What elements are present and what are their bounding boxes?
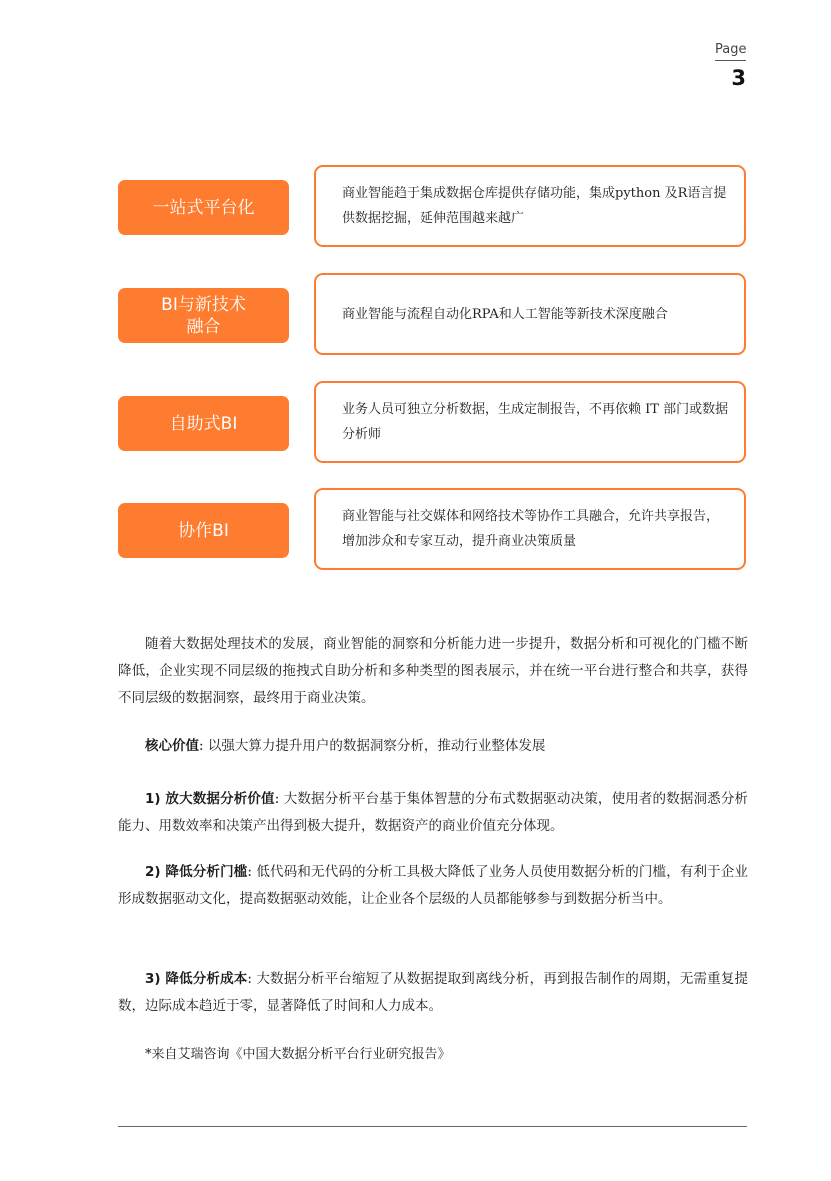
feature-tag: BI与新技术 融合 [118,288,289,343]
feature-tag: 自助式BI [118,396,289,451]
page-number: 3 [731,66,746,90]
feature-description: 商业智能与流程自动化RPA和人工智能等新技术深度融合 [314,273,746,355]
source-note: *来自艾瑞咨询《中国大数据分析平台行业研究报告》 [145,1047,451,1062]
feature-tag: 一站式平台化 [118,180,289,235]
footer-divider [118,1126,747,1127]
point-2-text: : 低代码和无代码的分析工具极大降低了业务人员使用数据分析的门槛，有利于企业形成数据驱动文化，提高数据驱动效能，让企业各个层级的人员都能够参与到数据分析当中。 [118,864,748,907]
core-value-label: 核心价值 [145,738,199,754]
feature-tag: 协作BI [118,503,289,558]
feature-description: 业务人员可独立分析数据，生成定制报告，不再依赖 IT 部门或数据分析师 [314,381,746,463]
point-2-label: 2) 降低分析门槛 [145,864,248,880]
point-3-label: 3) 降低分析成本 [145,971,248,987]
point-2-paragraph [118,859,748,913]
feature-row-collaborative [118,488,747,572]
intro-paragraph: 随着大数据处理技术的发展，商业智能的洞察和分析能力进一步提升，数据分析和可视化的门槛不断降低，企业实现不同层级的拖拽式自助分析和多种类型的图表展示，并在统一平台进行整合和共享，获得不同层级的数据洞察，最终用于商业决策。 [118,636,748,706]
feature-description: 商业智能趋于集成数据仓库提供存储功能，集成python 及R语言提供数据挖掘，延伸范围越来越广 [314,165,746,247]
feature-row-self-service [118,381,747,465]
feature-description: 商业智能与社交媒体和网络技术等协作工具融合，允许共享报告，增加涉众和专家互动，提升商业决策质量 [314,488,746,570]
page-label: Page [715,42,746,61]
point-1-label: 1) 放大数据分析价值 [145,791,275,807]
feature-row-one-stop [118,165,747,249]
core-value-paragraph [118,733,748,760]
point-3-paragraph [118,966,748,1020]
point-1-paragraph [118,786,748,840]
core-value-text: : 以强大算力提升用户的数据洞察分析，推动行业整体发展 [199,738,546,754]
point-1-text: : 大数据分析平台基于集体智慧的分布式数据驱动决策，使用者的数据洞悉分析能力、用数效率和决策产出得到极大提升，数据资产的商业价值充分体现。 [118,791,749,834]
point-3-text: : 大数据分析平台缩短了从数据提取到离线分析，再到报告制作的周期，无需重复提数，边际成本趋近于零，显著降低了时间和人力成本。 [118,971,748,1014]
feature-row-new-tech [118,273,747,357]
